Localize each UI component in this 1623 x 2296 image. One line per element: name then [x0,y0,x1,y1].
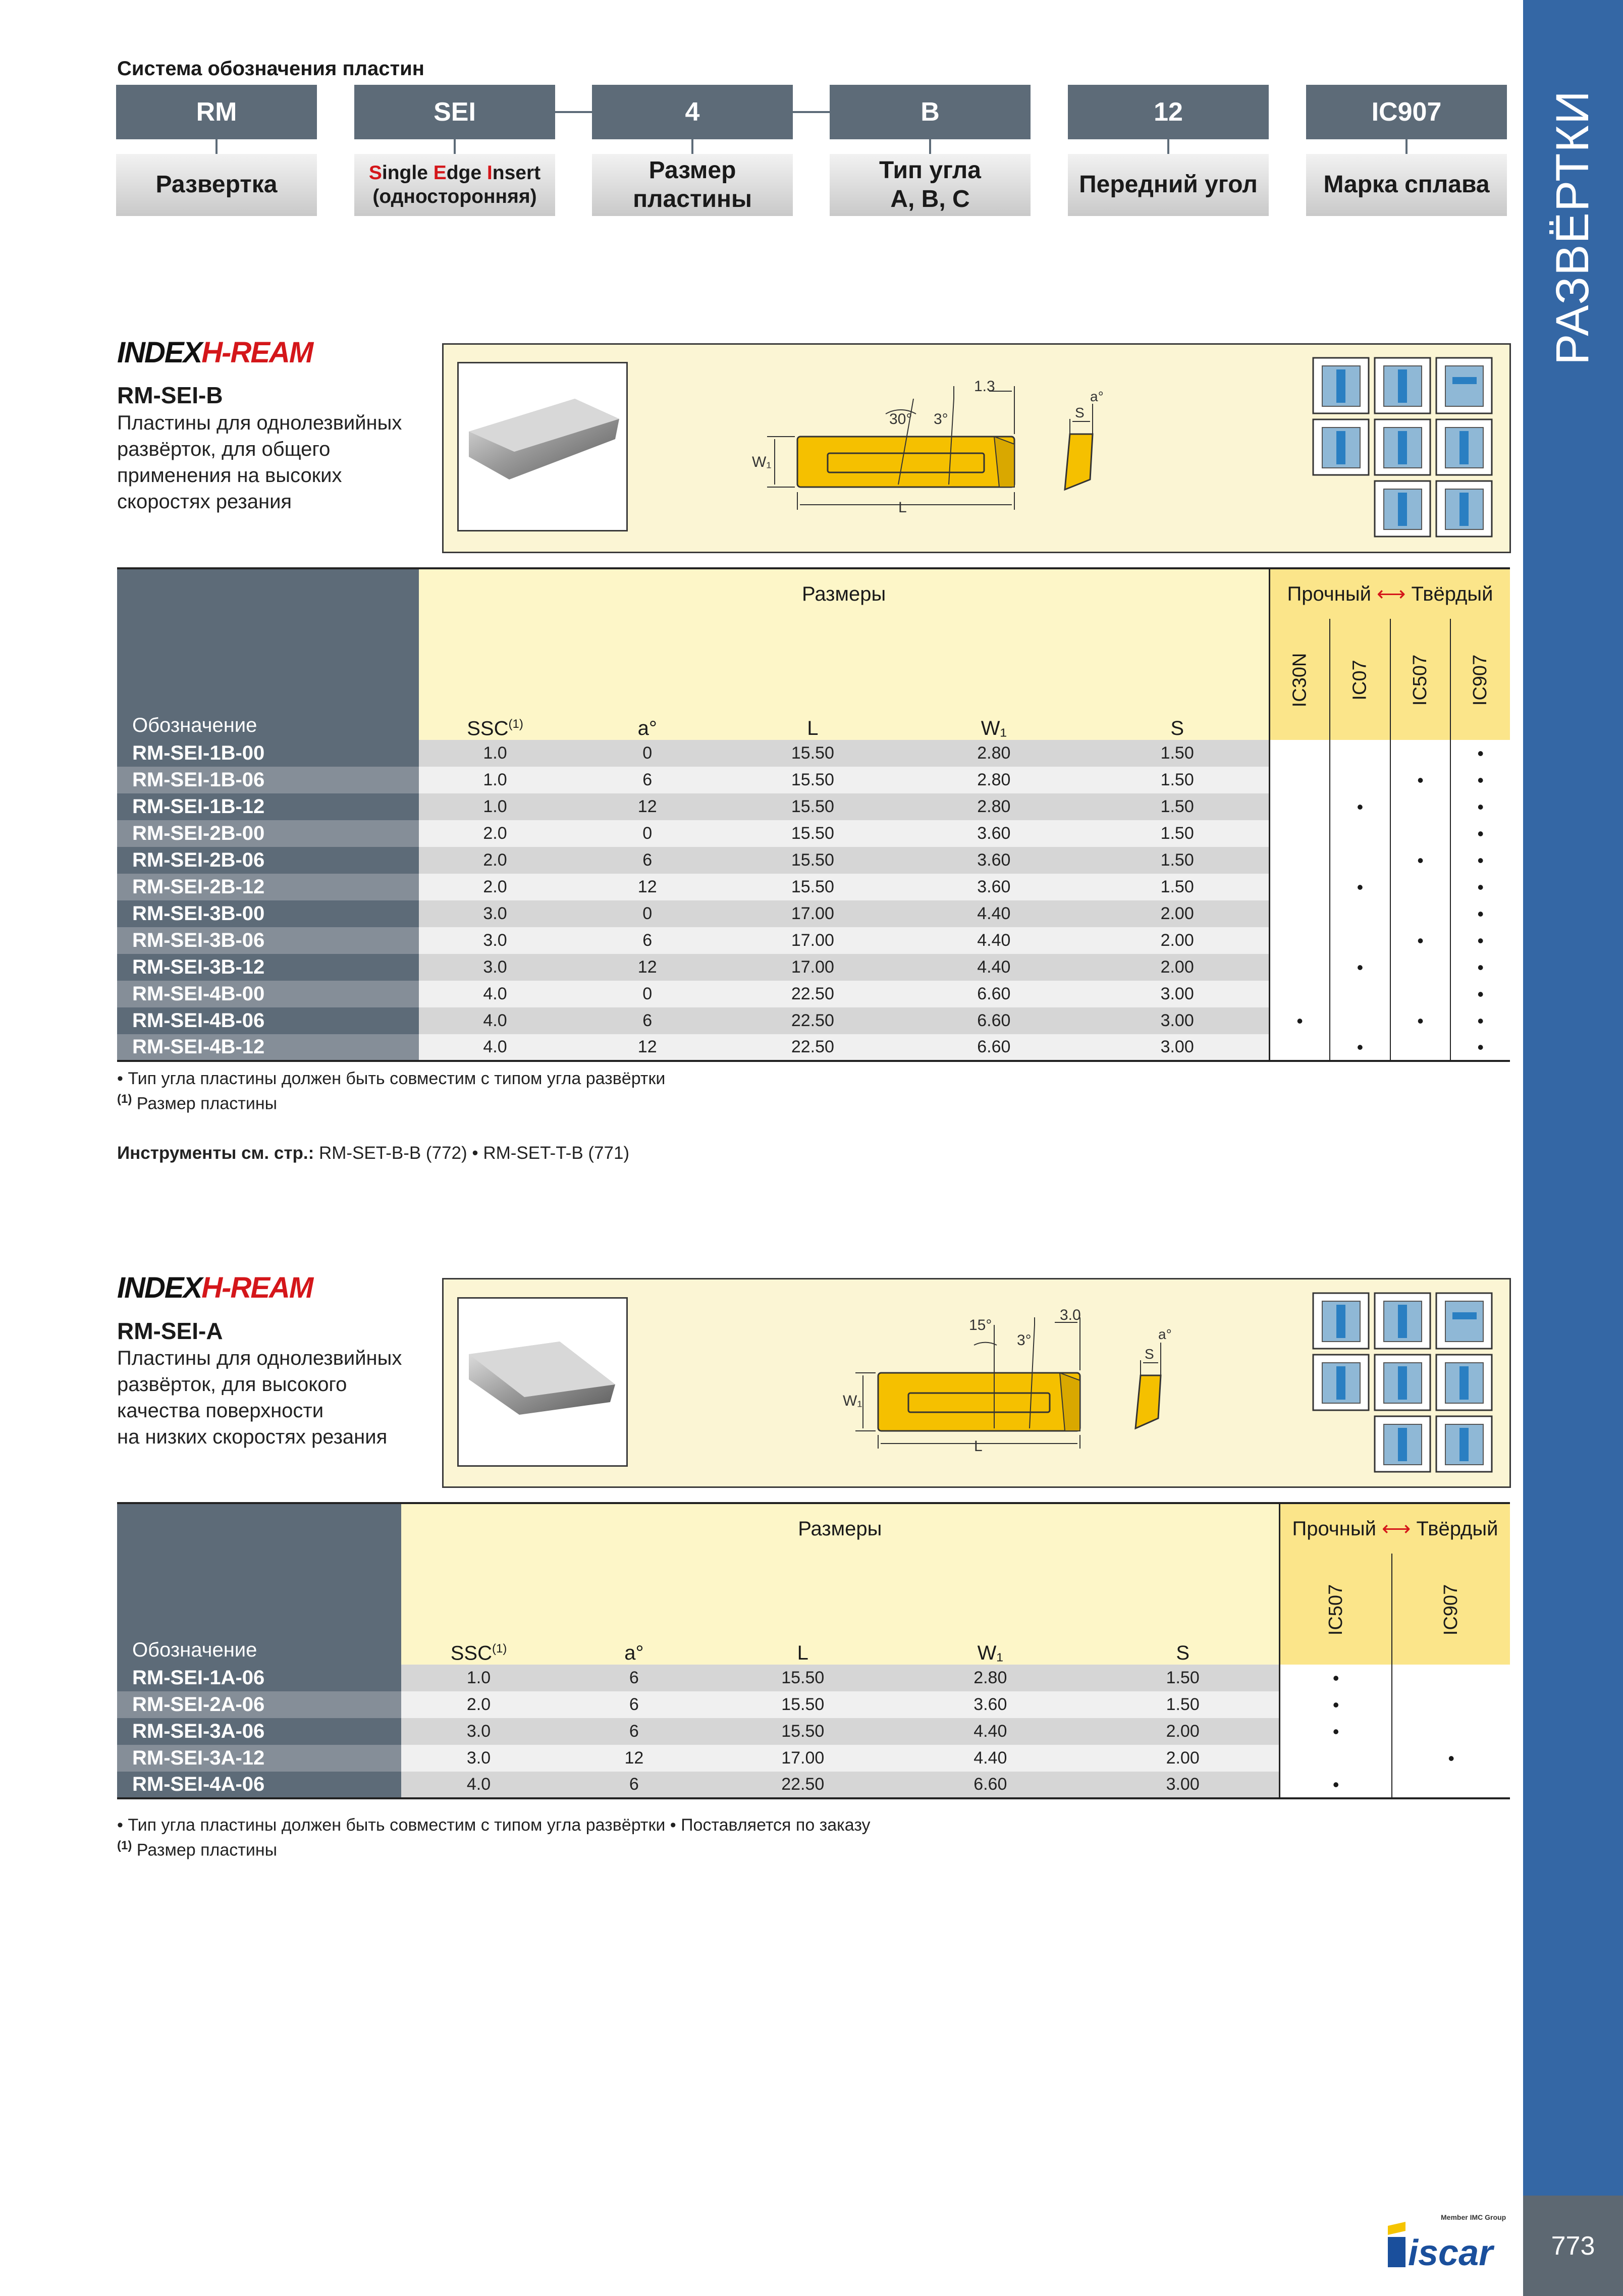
header-grade-range: Прочный ⟷ Твёрдый [1280,1503,1510,1554]
dimension-cell: 2.0 [419,847,571,874]
dimension-cell: 6.60 [902,1007,1086,1034]
grade-availability-cell [1390,900,1451,927]
dimension-cell: 3.00 [1086,1007,1269,1034]
table-row [117,981,1510,1007]
dimension-cell: 4.0 [401,1772,557,1798]
tools-reference: Инструменты см. стр.: RM-SET-B-B (772) • RM-SET-T-B (771) [117,1143,630,1163]
grade-availability-cell [1269,740,1330,767]
designation-cell: RM-SEI-1B-12 [117,793,419,820]
grade-availability-cell [1269,1034,1330,1061]
grade-availability-cell [1269,927,1330,954]
dimension-cell: 15.50 [712,1718,894,1745]
dimension-cell: 15.50 [724,740,902,767]
grade-availability-cell: • [1390,767,1451,793]
table-row [117,900,1510,927]
dimension-cell: 6 [571,1007,724,1034]
grade-availability-cell: • [1269,1007,1330,1034]
grade-availability-cell: • [1450,874,1510,900]
svg-text:W₁: W₁ [843,1393,862,1409]
grade-availability-cell: • [1390,927,1451,954]
dimension-cell: 4.40 [902,954,1086,981]
brand-logo: INDEXH-REAM [117,1271,313,1304]
col-grade: IC30N [1269,619,1330,740]
grade-availability-cell [1330,1007,1390,1034]
dimension-cell: 1.0 [419,767,571,793]
table-row [117,927,1510,954]
svg-text:L: L [898,499,907,516]
dimension-cell: 4.40 [894,1745,1087,1772]
model-title: RM-SEI-A [117,1318,223,1344]
dimension-cell: 12 [571,954,724,981]
link-line [793,111,831,113]
grade-availability-cell [1269,954,1330,981]
dimension-cell: 2.00 [1086,900,1269,927]
dimension-cell: 0 [571,820,724,847]
header-dimensions: Размеры [401,1503,1280,1554]
svg-text:W₁: W₁ [752,454,772,470]
dimension-cell: 3.00 [1086,981,1269,1007]
col-w1: W₁ [902,619,1086,740]
code-size: 4 [592,85,793,139]
logo-member-text: Member IMC Group [1441,2213,1506,2221]
dimension-cell: 6.60 [902,1034,1086,1061]
dimension-cell: 17.00 [712,1745,894,1772]
dimension-cell: 3.0 [401,1745,557,1772]
dimension-cell: 3.0 [419,927,571,954]
designation-title: Система обозначения пластин [117,58,424,80]
grade-availability-cell: • [1330,874,1390,900]
grade-availability-cell [1390,954,1451,981]
grade-availability-cell: • [1330,954,1390,981]
grade-availability-cell [1269,981,1330,1007]
table-row [117,1665,1510,1691]
dimension-cell: 1.0 [419,740,571,767]
designation-cell: RM-SEI-2B-06 [117,847,419,874]
grade-availability-cell [1330,847,1390,874]
svg-text:L: L [974,1438,983,1455]
svg-text:S: S [1145,1346,1154,1362]
table-row [117,740,1510,767]
dimension-cell: 2.00 [1086,954,1269,981]
table-row [117,1691,1510,1718]
dimension-cell: 4.0 [419,981,571,1007]
iscar-logo [1385,2211,1517,2271]
dimension-cell: 2.80 [902,740,1086,767]
dimension-cell: 1.50 [1086,767,1269,793]
dimension-cell: 4.40 [894,1718,1087,1745]
designation-cell: RM-SEI-3B-06 [117,927,419,954]
table-row [117,1034,1510,1061]
table-row [117,1007,1510,1034]
dimension-cell: 12 [571,793,724,820]
svg-text:a°: a° [1090,389,1104,404]
grade-availability-cell [1330,740,1390,767]
col-l: L [724,619,902,740]
grade-availability-cell: • [1390,847,1451,874]
grade-availability-cell: • [1450,767,1510,793]
designation-cell: RM-SEI-1B-00 [117,740,419,767]
dimension-cell: 15.50 [724,847,902,874]
dimension-cell: 1.50 [1086,820,1269,847]
grade-availability-cell: • [1450,981,1510,1007]
grade-availability-cell [1392,1691,1510,1718]
designation-cell: RM-SEI-1A-06 [117,1665,401,1691]
dimension-cell: 1.0 [401,1665,557,1691]
dimension-cell: 3.60 [902,820,1086,847]
dimension-cell: 12 [556,1745,712,1772]
dimension-cell: 2.80 [902,767,1086,793]
designation-cell: RM-SEI-1B-06 [117,767,419,793]
grade-availability-cell [1392,1772,1510,1798]
dimension-cell: 3.0 [419,900,571,927]
designation-cell: RM-SEI-4B-00 [117,981,419,1007]
dimension-cell: 4.40 [902,927,1086,954]
grade-availability-cell: • [1450,900,1510,927]
dimension-cell: 6 [571,767,724,793]
designation-cell: RM-SEI-3A-12 [117,1745,401,1772]
col-ssc: SSC$^{(1)}$ [419,619,571,740]
svg-text:1.3: 1.3 [974,378,995,395]
dimension-cell: 22.50 [712,1772,894,1798]
col-grade: IC507 [1280,1554,1392,1665]
svg-text:3.0: 3.0 [1060,1307,1081,1323]
dimension-cell: 3.60 [902,874,1086,900]
col-s: S [1087,1554,1279,1665]
grade-availability-cell [1330,981,1390,1007]
header-dimensions: Размеры [419,568,1269,619]
note-size: $^{(1)}$ Размер пластины [117,1092,278,1113]
dimension-cell: 15.50 [724,793,902,820]
dimension-cell: 3.00 [1087,1772,1279,1798]
table-row [117,820,1510,847]
col-grade: IC07 [1330,619,1390,740]
dimension-cell: 6 [556,1665,712,1691]
grade-availability-cell [1392,1718,1510,1745]
designation-cell: RM-SEI-2B-12 [117,874,419,900]
dimension-cell: 22.50 [724,981,902,1007]
dimension-cell: 15.50 [712,1665,894,1691]
dimension-cell: 22.50 [724,1007,902,1034]
application-icons [1312,1292,1504,1479]
code-rake: 12 [1068,85,1269,139]
col-grade: IC907 [1450,619,1510,740]
grade-availability-cell [1269,900,1330,927]
brand-logo: INDEXH-REAM [117,336,313,369]
grade-availability-cell [1269,847,1330,874]
dimension-cell: 4.0 [419,1034,571,1061]
col-ssc: SSC$^{(1)}$ [401,1554,557,1665]
grade-availability-cell [1390,981,1451,1007]
grade-availability-cell: • [1450,927,1510,954]
grade-availability-cell [1390,1034,1451,1061]
code-angle-type: B [830,85,1031,139]
dimension-cell: 2.00 [1086,927,1269,954]
grade-availability-cell: • [1450,793,1510,820]
header-designation: Обозначение [117,568,419,740]
code-grade: IC907 [1306,85,1507,139]
dimension-cell: 0 [571,740,724,767]
grade-availability-cell [1330,820,1390,847]
table-row [117,1718,1510,1745]
dimension-cell: 6 [556,1691,712,1718]
dimension-cell: 6 [571,927,724,954]
designation-cell: RM-SEI-4B-12 [117,1034,419,1061]
table-row [117,954,1510,981]
desc-grade: Марка сплава [1306,154,1507,216]
svg-text:3°: 3° [934,411,948,428]
application-icons [1312,357,1504,544]
dimension-cell: 3.0 [419,954,571,981]
grade-availability-cell [1390,793,1451,820]
dimension-cell: 0 [571,900,724,927]
table-row [117,1772,1510,1798]
dimension-cell: 0 [571,981,724,1007]
col-grade: IC907 [1392,1554,1510,1665]
dimension-cell: 12 [571,874,724,900]
grade-availability-cell: • [1280,1772,1392,1798]
col-w1: W₁ [894,1554,1087,1665]
dimension-cell: 17.00 [724,954,902,981]
grade-availability-cell [1269,820,1330,847]
insert-photo [457,362,628,531]
note-size: $^{(1)}$ Размер пластины [117,1839,278,1860]
grade-availability-cell [1390,740,1451,767]
dimension-cell: 15.50 [724,874,902,900]
designation-cell: RM-SEI-3B-12 [117,954,419,981]
svg-text:a°: a° [1158,1326,1172,1342]
grade-availability-cell [1330,927,1390,954]
side-title: РАЗВЁРТКИ [1547,89,1599,365]
dimension-cell: 3.0 [401,1718,557,1745]
insert-drawing [843,1305,1226,1456]
insert-photo [457,1297,628,1467]
dimension-cell: 1.50 [1086,740,1269,767]
table-row [117,1745,1510,1772]
page-number-box [1523,2196,1623,2296]
header-designation: Обозначение [117,1503,401,1665]
designation-cell: RM-SEI-2B-00 [117,820,419,847]
grade-availability-cell [1269,874,1330,900]
designation-cell: RM-SEI-4A-06 [117,1772,401,1798]
grade-availability-cell: • [1392,1745,1510,1772]
dimension-cell: 4.0 [419,1007,571,1034]
insert-drawing [747,368,1130,520]
page-number: 773 [1551,2231,1595,2261]
grade-availability-cell [1269,793,1330,820]
grade-availability-cell: • [1390,1007,1451,1034]
table-row [117,793,1510,820]
grade-availability-cell [1269,767,1330,793]
dimension-cell: 17.00 [724,900,902,927]
dimension-cell: 15.50 [724,767,902,793]
desc-size: Размер пластины [592,154,793,216]
dimension-cell: 2.0 [419,874,571,900]
dimension-cell: 1.50 [1086,793,1269,820]
dimension-cell: 3.60 [902,847,1086,874]
grade-availability-cell: • [1450,820,1510,847]
col-angle: a° [556,1554,712,1665]
dimension-cell: 2.80 [902,793,1086,820]
dimension-cell: 1.50 [1086,874,1269,900]
spec-table-b [117,567,1510,1062]
note-angle: • Тип угла пластины должен быть совместим с типом угла развёртки • Поставляется по заказу [117,1816,871,1835]
dimension-cell: 12 [571,1034,724,1061]
dimension-cell: 1.0 [419,793,571,820]
dimension-cell: 17.00 [724,927,902,954]
grade-availability-cell [1280,1745,1392,1772]
desc-angle-type: Тип угла A, B, C [830,154,1031,216]
dimension-cell: 1.50 [1087,1691,1279,1718]
logo-brand-text: iscar [1408,2233,1493,2271]
note-angle: • Тип угла пластины должен быть совместим с типом угла развёртки [117,1069,666,1088]
dimension-cell: 15.50 [712,1691,894,1718]
grade-availability-cell [1390,874,1451,900]
link-line [555,111,593,113]
designation-cell: RM-SEI-3A-06 [117,1718,401,1745]
grade-availability-cell: • [1330,793,1390,820]
dimension-cell: 2.00 [1087,1718,1279,1745]
dimension-cell: 1.50 [1087,1665,1279,1691]
svg-text:3°: 3° [1017,1332,1032,1349]
dimension-cell: 6 [571,847,724,874]
dimension-cell: 2.0 [401,1691,557,1718]
grade-availability-cell [1390,820,1451,847]
model-title: RM-SEI-B [117,382,223,408]
grade-availability-cell: • [1280,1691,1392,1718]
col-s: S [1086,619,1269,740]
table-row [117,847,1510,874]
grade-availability-cell: • [1450,1034,1510,1061]
grade-availability-cell: • [1450,740,1510,767]
grade-availability-cell: • [1450,847,1510,874]
designation-cell: RM-SEI-4B-06 [117,1007,419,1034]
col-l: L [712,1554,894,1665]
table-row [117,767,1510,793]
dimension-cell: 2.80 [894,1665,1087,1691]
dimension-cell: 1.50 [1086,847,1269,874]
designation-cell: RM-SEI-2A-06 [117,1691,401,1718]
dimension-cell: 15.50 [724,820,902,847]
desc-rake: Передний угол [1068,154,1269,216]
svg-text:15°: 15° [969,1317,992,1333]
dimension-cell: 3.60 [894,1691,1087,1718]
grade-availability-cell: • [1450,1007,1510,1034]
grade-availability-cell [1330,767,1390,793]
grade-availability-cell: • [1280,1665,1392,1691]
dimension-cell: 6 [556,1772,712,1798]
grade-availability-cell: • [1450,954,1510,981]
model-description: Пластины для однолезвийных развёрток, для общего применения на высоких скоростях резания [117,412,402,513]
grade-availability-cell [1392,1665,1510,1691]
grade-availability-cell: • [1330,1034,1390,1061]
code-rm: RM [116,85,317,139]
model-description: Пластины для однолезвийных развёрток, для высокого качества поверхности на низких скоростях резания [117,1347,402,1448]
header-grade-range: Прочный ⟷ Твёрдый [1269,568,1510,619]
col-grade: IC507 [1390,619,1451,740]
dimension-cell: 6.60 [894,1772,1087,1798]
svg-text:S: S [1075,405,1085,420]
dimension-cell: 22.50 [724,1034,902,1061]
grade-availability-cell [1330,900,1390,927]
code-sei: SEI [354,85,555,139]
dimension-cell: 6 [556,1718,712,1745]
dimension-cell: 4.40 [902,900,1086,927]
dimension-cell: 3.00 [1086,1034,1269,1061]
spec-table-a [117,1502,1510,1799]
dimension-cell: 2.0 [419,820,571,847]
table-row [117,874,1510,900]
desc-sei: Single Edge Insert (односторонняя) [354,154,555,216]
col-angle: a° [571,619,724,740]
svg-text:30°: 30° [889,411,912,428]
grade-availability-cell: • [1280,1718,1392,1745]
dimension-cell: 6.60 [902,981,1086,1007]
desc-rm: Развертка [116,154,317,216]
designation-cell: RM-SEI-3B-00 [117,900,419,927]
dimension-cell: 2.00 [1087,1745,1279,1772]
